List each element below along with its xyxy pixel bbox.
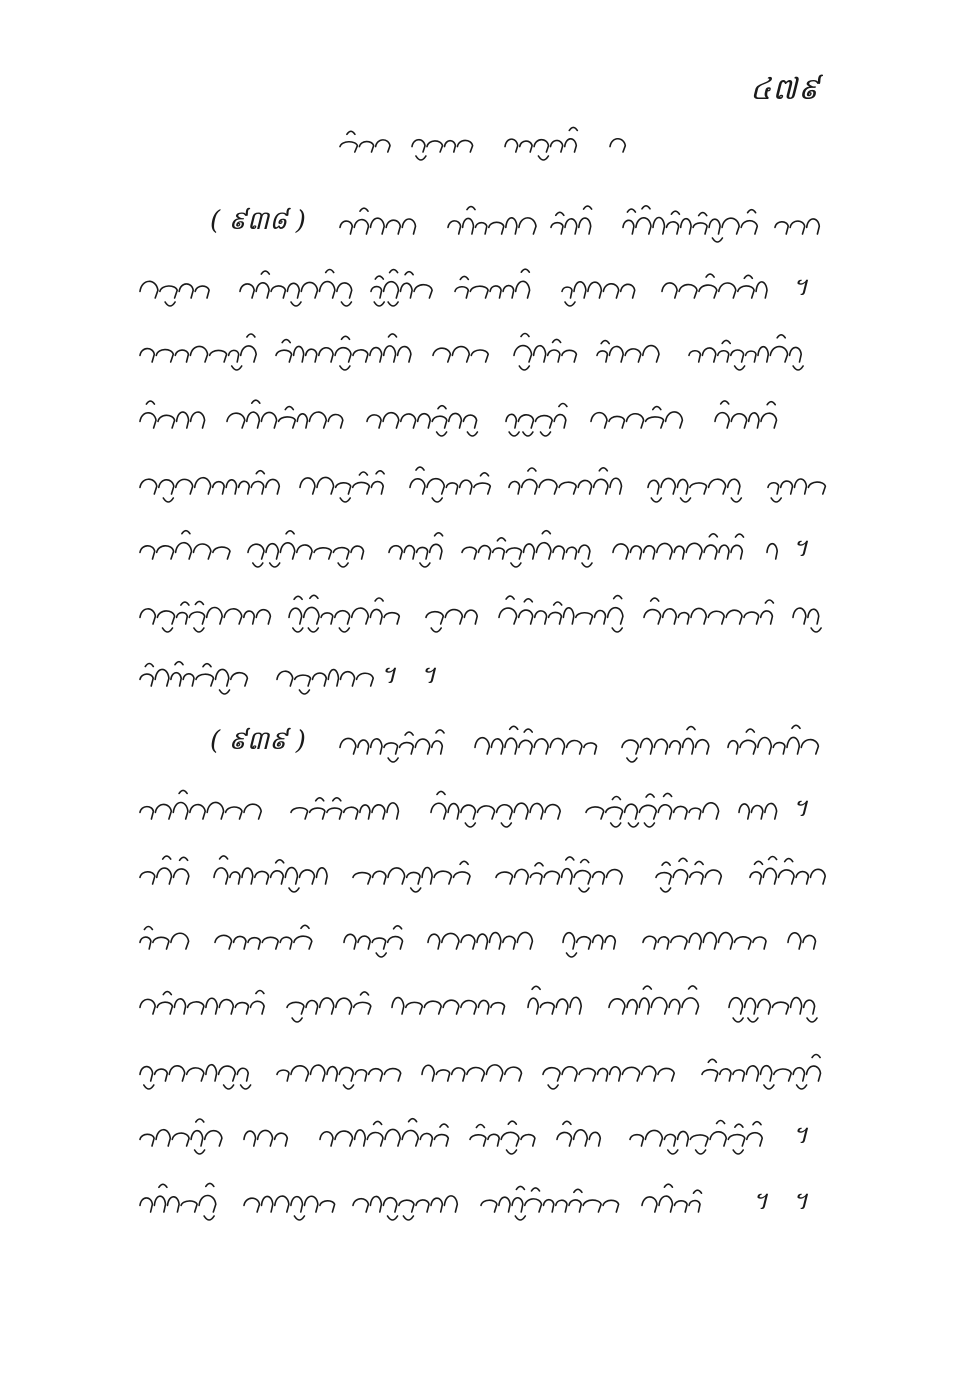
handwritten-khmer-strokes bbox=[140, 400, 777, 436]
handwritten-khmer-strokes bbox=[340, 127, 625, 160]
line-script bbox=[140, 523, 832, 573]
repetition-mark: ។ bbox=[792, 273, 808, 301]
handwritten-khmer-strokes bbox=[140, 790, 777, 827]
handwritten-khmer-strokes bbox=[140, 531, 777, 567]
verse-number: ( ៩៣៨ ) bbox=[210, 206, 306, 236]
repetition-mark: ។ bbox=[380, 661, 396, 689]
line-script bbox=[140, 783, 832, 833]
handwritten-khmer-strokes bbox=[140, 269, 767, 306]
text-line bbox=[140, 588, 832, 638]
repetition-mark: ។ bbox=[420, 661, 436, 689]
text-line bbox=[140, 392, 832, 442]
handwritten-khmer-strokes bbox=[140, 1055, 821, 1090]
line-script bbox=[140, 1110, 832, 1160]
text-line bbox=[140, 718, 832, 768]
repetition-mark: ។ bbox=[792, 534, 808, 562]
text-line bbox=[140, 913, 832, 963]
repetition-mark: ។ bbox=[792, 794, 808, 822]
handwritten-khmer-strokes bbox=[140, 986, 817, 1022]
line-script bbox=[140, 326, 832, 376]
handwritten-khmer-strokes bbox=[140, 595, 821, 632]
line-script bbox=[140, 458, 832, 508]
text-line bbox=[140, 198, 832, 248]
line-script bbox=[140, 848, 832, 898]
handwritten-khmer-strokes bbox=[140, 1119, 762, 1154]
text-line bbox=[140, 1045, 832, 1095]
handwritten-khmer-strokes bbox=[140, 925, 816, 957]
line-script bbox=[140, 718, 832, 768]
line-script bbox=[140, 198, 832, 248]
handwritten-khmer-strokes bbox=[340, 725, 818, 762]
handwritten-khmer-strokes bbox=[140, 467, 825, 502]
verse-number: ( ៩៣៩ ) bbox=[210, 726, 306, 756]
line-script bbox=[140, 1176, 832, 1226]
line-script bbox=[140, 262, 832, 312]
line-script bbox=[140, 913, 832, 963]
handwritten-khmer-strokes bbox=[140, 856, 825, 892]
text-line bbox=[140, 326, 832, 376]
line-script bbox=[140, 978, 832, 1028]
repetition-mark: ។ bbox=[792, 1121, 808, 1149]
handwritten-khmer-strokes bbox=[140, 334, 803, 371]
line-script bbox=[140, 392, 832, 442]
text-line bbox=[140, 523, 832, 573]
handwritten-khmer-strokes bbox=[340, 206, 819, 242]
text-line bbox=[140, 978, 832, 1028]
page-number: ៤៧៩ bbox=[750, 72, 821, 107]
running-title bbox=[340, 124, 640, 160]
text-line bbox=[140, 262, 832, 312]
text-line bbox=[140, 458, 832, 508]
line-script bbox=[140, 650, 460, 700]
text-line bbox=[140, 1176, 832, 1226]
repetition-mark: ។ bbox=[752, 1187, 768, 1215]
text-line bbox=[140, 848, 832, 898]
line-script bbox=[140, 1045, 832, 1095]
line-script bbox=[140, 588, 832, 638]
text-line bbox=[140, 1110, 832, 1160]
text-line bbox=[140, 650, 460, 700]
text-line bbox=[140, 783, 832, 833]
repetition-mark: ។ bbox=[792, 1187, 808, 1215]
handwritten-khmer-strokes bbox=[140, 1183, 702, 1220]
running-title-script bbox=[340, 124, 640, 160]
handwritten-khmer-strokes bbox=[140, 662, 373, 694]
